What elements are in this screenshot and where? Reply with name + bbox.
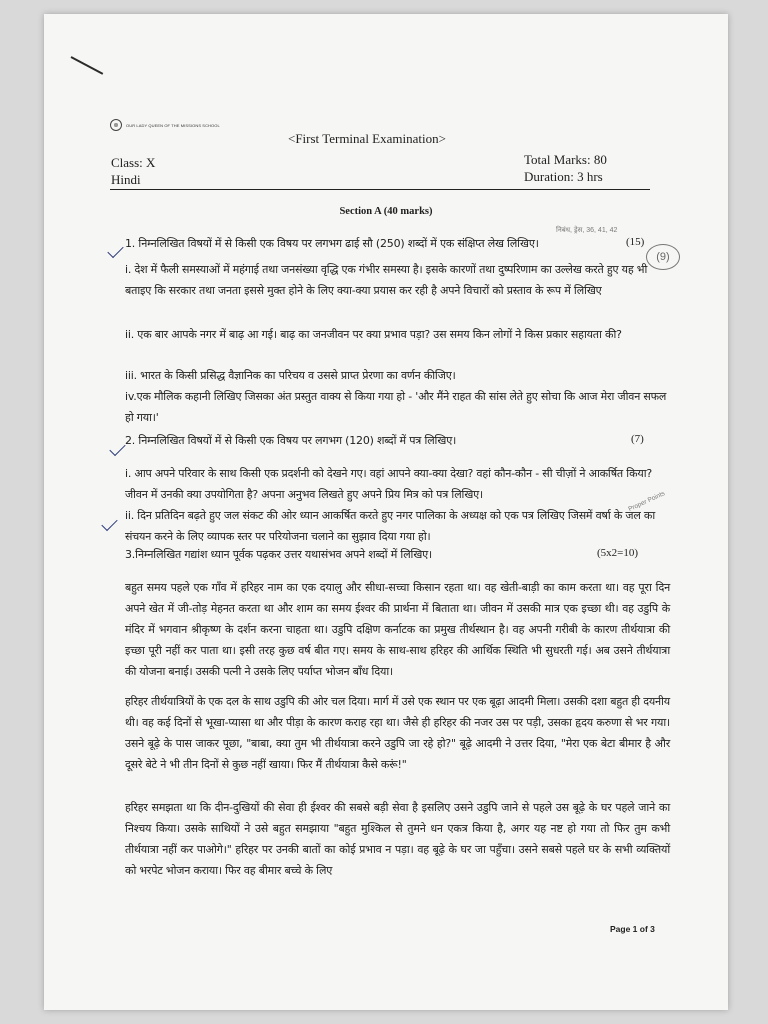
class-label: Class: X (111, 155, 156, 170)
question-1-option: i. देश में फैली समस्याओं में महंगाई तथा जनसंख्या वृद्धि एक गंभीर समस्या है। इसके कारणों तथा दुष्परिणाम का उल्लेख करते हुए यह भी बताइए कि सरकार तथा जनता इससे मुक्त होने के लिए क्या-क्या प्रयास कर रही है अपने विचारों को प्रस्ताव के रूप में लिखिए (125, 263, 648, 297)
score-mark: (9) (646, 244, 680, 270)
exam-title: <First Terminal Examination> (288, 131, 446, 146)
section-title: Section A (40 marks) (339, 206, 433, 217)
check-mark-icon (109, 440, 125, 456)
question-2-prompt: 2. निम्नलिखित विषयों में से किसी एक विषय पर लगभग (120) शब्दों में पत्र लिखिए। (125, 434, 457, 447)
total-marks: Total Marks: 80 (524, 152, 607, 167)
pencil-note-side: Proper Points (627, 490, 667, 514)
page-number: Page 1 of 3 (610, 924, 655, 934)
passage-paragraph: हरिहर समझता था कि दीन-दुखियों की सेवा ही ईश्वर की सबसे बड़ी सेवा है इसलिए उसने उडुपि जाने से पहले उस बूढ़े के घर पहले जाने का निश्चय किया। उसके साथियों ने उसे बहुत समझाया "बहुत मुश्किल से तुमने धन एकत्र किया है, अगर यह नष्ट हो गया तो फिर तुम कभी तीर्थयात्रा नहीं कर पाओगे।" हरिहर पर उनकी बातों का कोई प्रभाव न पड़ा। वह बूढ़े के घर जा पहुँचा। उसने सबसे पहले घर के सभी व्यक्तियों को भरपेट भोजन कराया। फिर वह बीमार बच्चे के लिए (125, 801, 670, 877)
school-seal-icon (110, 119, 122, 131)
question-2-option: ii. दिन प्रतिदिन बढ़ते हुए जल संकट की ओर ध्यान आकर्षित करते हुए नगर पालिका के अध्यक्ष को एक पत्र लिखिए जिसमें वर्षा के जल का संचयन करने के लिए व्यापक स्तर पर परियोजना चलाने का सुझाव दिया गया हो। (125, 509, 655, 543)
question-1-marks: (15) (626, 236, 645, 248)
question-1-option: iv.एक मौलिक कहानी लिखिए जिसका अंत प्रस्तुत वाक्य से किया गया हो - 'और मैंने राहत की सांस लेते हुए सोचा कि आज मेरा जीवन सफल हो गया।' (125, 390, 667, 424)
exam-paper-page (44, 14, 728, 1010)
check-mark-icon (107, 242, 123, 258)
passage-paragraph: हरिहर तीर्थयात्रियों के एक दल के साथ उडुपि की ओर चल दिया। मार्ग में उसे एक स्थान पर एक बूढ़ा आदमी मिला। उसकी दशा बहुत ही दयनीय थी। वह कई दिनों से भूखा-प्यासा था और पीड़ा के कारण कराह रहा था। जैसे ही हरिहर की नजर उस पर पड़ी, उसका हृदय करुणा से भर गया। उसने बूढ़े के पास जाकर पूछा, "बाबा, क्या तुम भी तीर्थयात्रा करने उडुपि जा रहे हो?" बूढ़े आदमी ने उत्तर दिया, "मेरा एक बेटा बीमार है और दूसरे बेटे ने भी तीन दिनों से कुछ नहीं खाया। फिर मैं तीर्थयात्रा कैसे करूं!" (125, 695, 670, 771)
question-3-prompt: 3.निम्नलिखित गद्यांश ध्यान पूर्वक पढ़कर उत्तर यथासंभव अपने शब्दों में लिखिए। (125, 548, 433, 561)
question-2-option: i. आप अपने परिवार के साथ किसी एक प्रदर्शनी को देखने गए। वहां आपने क्या-क्या देखा? वहां कौन-कौन - सी चीज़ों ने आकर्षित किया? जीवन में उनकी क्या उपयोगिता है? अपना अनुभव लिखते हुए अपने प्रिय मित्र को पत्र लिखिए। (125, 467, 653, 501)
question-3-marks: (5x2=10) (597, 547, 639, 559)
subject-label: Hindi (111, 172, 141, 187)
header-divider (110, 189, 650, 190)
question-1-prompt: 1. निम्नलिखित विषयों में से किसी एक विषय पर लगभग ढाई सौ (250) शब्दों में एक संक्षिप्त लेख लिखिए। (125, 237, 539, 250)
pencil-note-top: निबंध, ड्रेस, 36, 41, 42 (556, 227, 618, 234)
school-name: OUR LADY QUEEN OF THE MISSIONS SCHOOL (126, 122, 220, 128)
question-2-marks: (7) (631, 433, 644, 445)
exam-header (110, 119, 670, 209)
pen-stroke-mark (71, 56, 104, 75)
check-mark-icon (101, 515, 117, 531)
duration: Duration: 3 hrs (524, 169, 603, 184)
question-1-option: ii. एक बार आपके नगर में बाढ़ आ गई। बाढ़ का जनजीवन पर क्या प्रभाव पड़ा? उस समय किन लोगों ने किस प्रकार सहायता की? (125, 328, 622, 341)
question-1-option: iii. भारत के किसी प्रसिद्ध वैज्ञानिक का परिचय व उससे प्राप्त प्रेरणा का वर्णन कीजिए। (125, 369, 456, 382)
school-logo (110, 119, 220, 131)
passage-paragraph: बहुत समय पहले एक गाँव में हरिहर नाम का एक दयालु और सीधा-सच्चा किसान रहता था। वह खेती-बाड़ी का काम करता था। वह पूरा दिन अपने खेत में जी-तोड़ मेहनत करता था और शाम का समय ईश्वर की प्रार्थना में बिताता था। जीवन में उसकी मात्र एक इच्छा थी। वह उडुपि के मंदिर में भगवान श्रीकृष्ण के दर्शन करना चाहता था। उडुपि दक्षिण कर्नाटक का प्रमुख तीर्थस्थान है। वह अपनी गरीबी के कारण तीर्थयात्रा की इच्छा पूरी नहीं कर पाता था। इसी तरह कुछ वर्ष बीत गए। समय के साथ-साथ हरिहर की आर्थिक स्थिति भी सुधरती गई। अब उसने तीर्थयात्रा की योजना बनाई। उसकी पत्नी ने उसके लिए पर्याप्त भोजन बाँध दिया। (125, 581, 670, 678)
